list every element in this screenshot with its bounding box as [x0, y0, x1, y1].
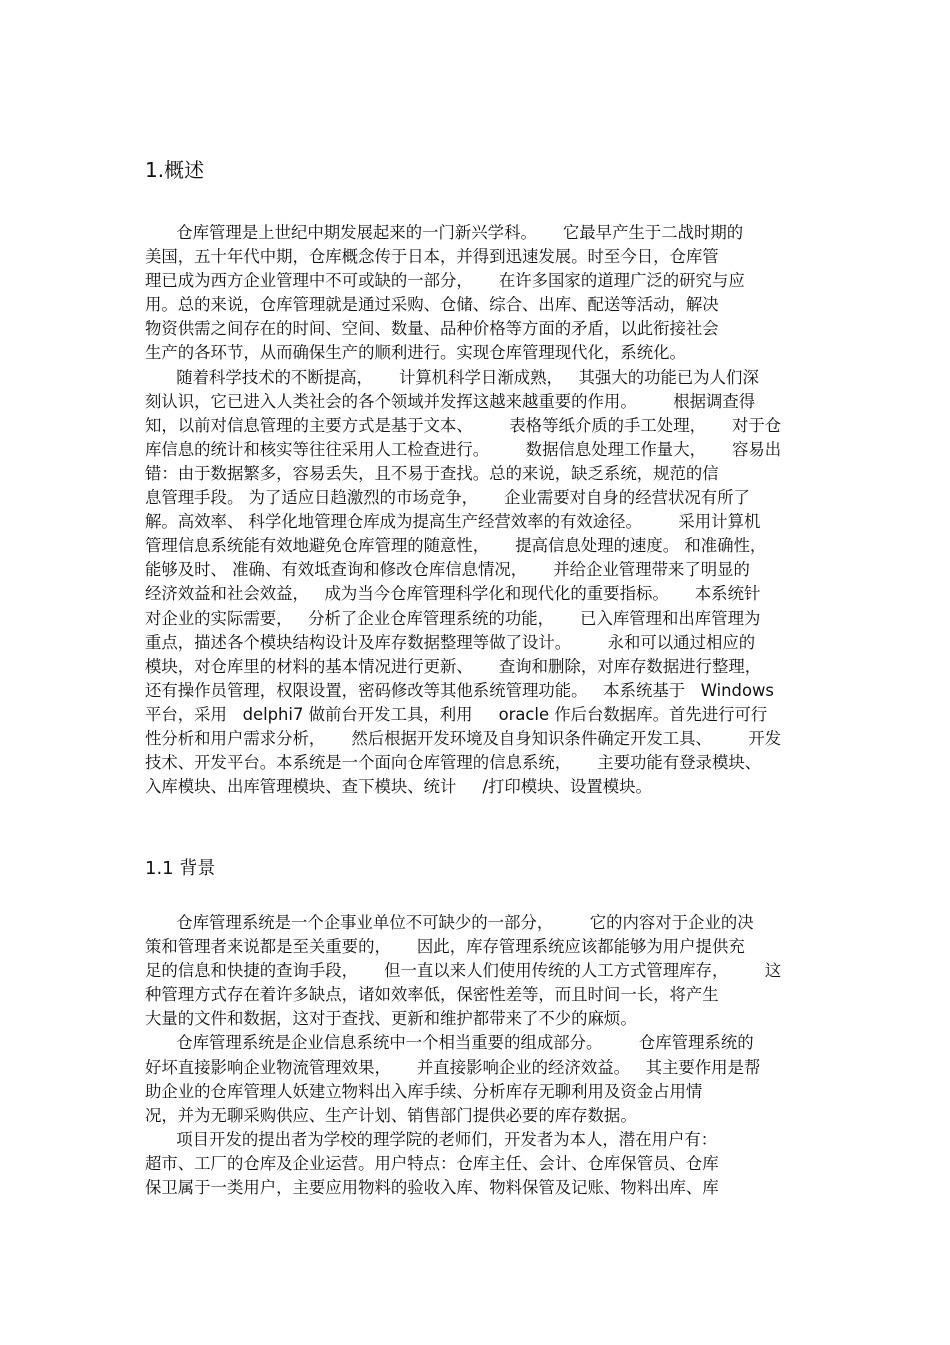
text-line: 库信息的统计和核实等往往采用人工检查进行。 数据信息处理工作量大， 容易出	[145, 439, 782, 459]
text-line: 仓库管理系统是一个企事业单位不可缺少的一部分， 它的内容对于企业的决	[145, 913, 754, 932]
text-line: 保卫属于一类用户，主要应用物料的验收入库、物料保管及记账、物料出库、库	[145, 1178, 719, 1198]
text-line: 重点，描述各个模块结构设计及库存数据整理等做了设计。 永和可以通过相应的	[145, 632, 756, 652]
text-line: 平台，采用 delphi7 做前台开发工具，利用 oracle 作后台数据库。首先进行可行	[145, 704, 768, 724]
text-line: 对企业的实际需要， 分析了企业仓库管理系统的功能， 已入库管理和出库管理为	[145, 608, 761, 628]
text-line: 足的信息和快捷的查询手段， 但一直以来人们使用传统的人工方式管理库存， 这	[145, 961, 782, 981]
text-line: 物资供需之间存在的时间、空间、数量、品种价格等方面的矛盾，以此衔接社会	[145, 319, 719, 339]
text-line: 策和管理者来说都是至关重要的， 因此，库存管理系统应该都能够为用户提供充	[145, 937, 745, 957]
overview-text-block	[145, 221, 815, 799]
text-line: 还有操作员管理，权限设置，密码修改等其他系统管理功能。 本系统基于 Windows	[145, 680, 774, 700]
text-line: 仓库管理是上世纪中期发展起来的一门新兴学科。 它最早产生于二战时期的	[145, 223, 744, 242]
text-line: 息管理手段。 为了适应日趋激烈的市场竞争， 企业需要对自身的经营状况有所了	[145, 488, 750, 508]
text-line: 性分析和用户需求分析， 然后根据开发环境及自身知识条件确定开发工具、 开发	[145, 728, 782, 748]
text-line: 管理信息系统能有效地避免仓库管理的随意性， 提高信息处理的速度。 和准确性，	[145, 536, 767, 556]
text-line: 随着科学技术的不断提高， 计算机科学日渐成熟， 其强大的功能已为人们深	[145, 367, 759, 387]
text-line: 解。高效率、 科学化地管理仓库成为提高生产经营效率的有效途径。 采用计算机	[145, 512, 761, 532]
text-line: 能够及时、 准确、有效坻查询和修改仓库信息情况， 并给企业管理带来了明显的	[145, 560, 750, 580]
text-line: 技术、开发平台。本系统是一个面向仓库管理的信息系统， 主要功能有登录模块、	[145, 753, 762, 773]
text-line: 刻认识，它已进入人类社会的各个领域并发挥这越来越重要的作用。 根据调查得	[145, 391, 756, 411]
text-line: 经济效益和社会效益， 成为当今仓库管理科学化和现代化的重要指标。 本系统针	[145, 584, 761, 604]
text-line: 错：由于数据繁多，容易丢失，且不易于查找。总的来说，缺乏系统，规范的信	[145, 463, 719, 483]
text-line: 知，以前对信息管理的主要方式是基于文本、 表格等纸介质的手工处理， 对于仓	[145, 415, 782, 435]
text-line: 超市、工厂的仓库及企业运营。用户特点：仓库主任、会计、仓库保管员、仓库	[145, 1153, 719, 1173]
text-line: 理已成为西方企业管理中不可或缺的一部分， 在许多国家的道理广泛的研究与应	[145, 271, 745, 291]
text-line: 况，并为无聊采购供应、生产计划、销售部门提供必要的库存数据。	[145, 1105, 637, 1125]
text-line: 种管理方式存在着许多缺点，诸如效率低，保密性差等，而且时间一长，将产生	[145, 985, 719, 1005]
text-line: 入库模块、出库管理模块、查下模块、统计 /打印模块、设置模块。	[145, 777, 652, 797]
text-line: 仓库管理系统是企业信息系统中一个相当重要的组成部分。 仓库管理系统的	[145, 1033, 754, 1053]
section-heading-background: 1.1 背景	[145, 858, 216, 879]
text-line: 好坏直接影响企业物流管理效果， 并直接影响企业的经济效益。 其主要作用是帮	[145, 1057, 761, 1077]
text-line: 助企业的仓库管理人妖建立物料出入库手续、分析库存无聊利用及资金占用情	[145, 1081, 703, 1101]
text-line: 模块，对仓库里的材料的基本情况进行更新、 查询和删除，对库存数据进行整理，	[145, 656, 762, 676]
text-line: 项目开发的提出者为学校的理学院的老师们，开发者为本人，潜在用户有：	[145, 1129, 718, 1149]
text-line: 大量的文件和数据，这对于查找、更新和维护都带来了不少的麻烦。	[145, 1009, 637, 1029]
background-text-block	[145, 911, 815, 1200]
section-heading-overview: 1.概述	[145, 158, 205, 182]
text-line: 用。总的来说，仓库管理就是通过采购、仓储、综合、出库、配送等活动，解决	[145, 295, 719, 315]
text-line: 美国，五十年代中期，仓库概念传于日本，并得到迅速发展。时至今日，仓库管	[145, 247, 719, 267]
text-line: 生产的各环节，从而确保生产的顺利进行。实现仓库管理现代化，系统化。	[145, 343, 686, 363]
